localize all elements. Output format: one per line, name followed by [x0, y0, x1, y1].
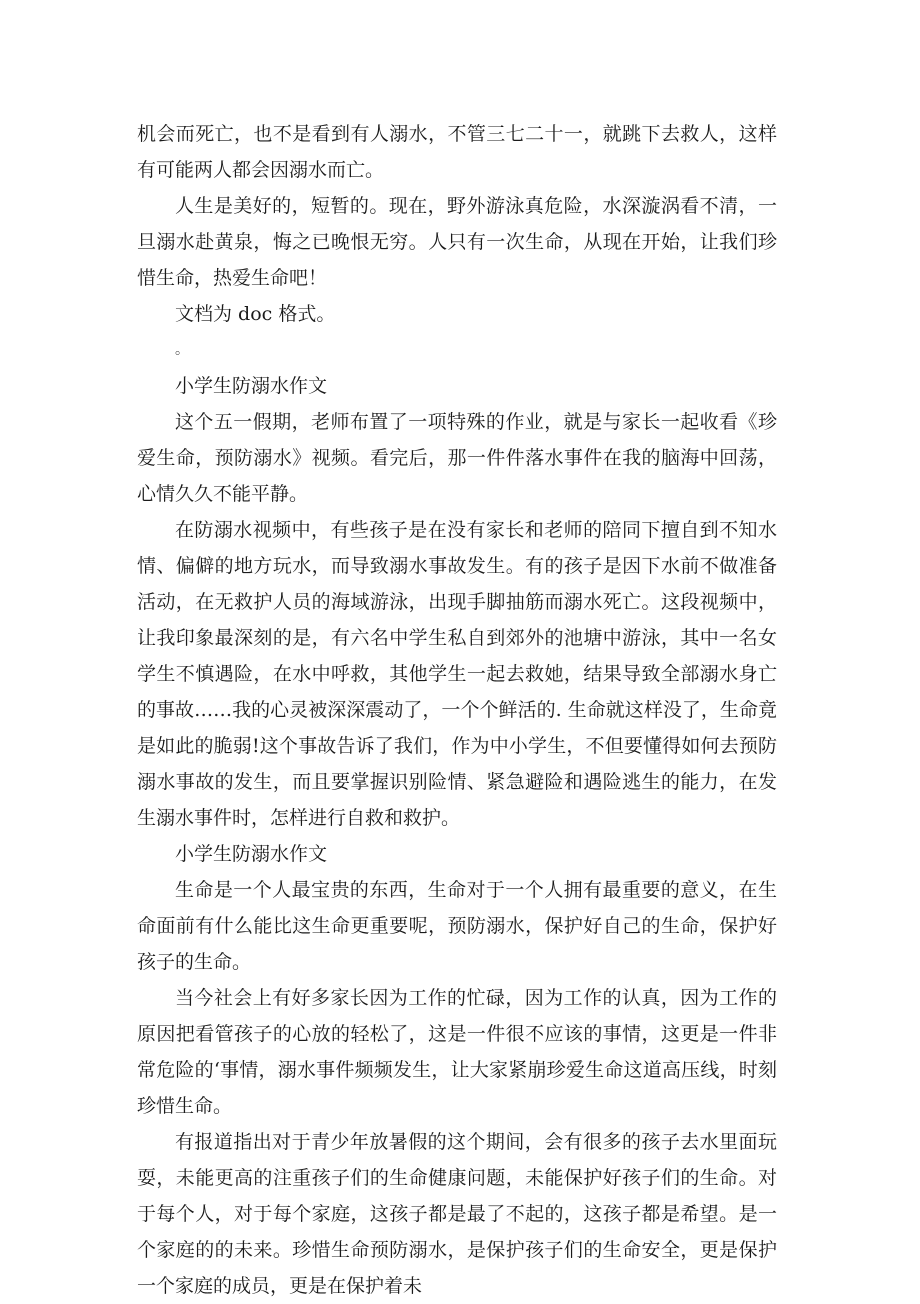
document-body	[137, 116, 777, 1304]
paragraph-doc-format-note: 文档为 doc 格式。	[175, 303, 336, 325]
paragraph-life-precious: 生命是一个人最宝贵的东西，生命对于一个人拥有最重要的意义，在生命面前有什么能比这生命更重要呢，预防溺水，保护好自己的生命，保护好孩子的生命。	[137, 879, 777, 973]
paragraph-continuation: 机会而死亡，也不是看到有人溺水，不管三七二十一，就跳下去救人，这样有可能两人都会因溺水而亡。	[137, 123, 777, 181]
paragraph-busy-parents: 当今社会上有好多家长因为工作的忙碌，因为工作的认真，因为工作的原因把看管孩子的心放的轻松了，这是一件很不应该的事情，这更是一件非常危险的‘事情，溺水事件频频发生，让大家紧崩珍爱生命这道高压线，时刻珍惜生命。	[137, 987, 777, 1117]
paragraph-video-content: 在防溺水视频中，有些孩子是在没有家长和老师的陪同下擅自到不知水情、偏僻的地方玩水，而导致溺水事故发生。有的孩子是因下水前不做准备活动，在无救护人员的海域游泳，出现手脚抽筋而溺水死亡。这段视频中，让我印象最深刻的是，有六名中学生私自到郊外的池塘中游泳，其中一名女学生不慎遇险，在水中呼救，其他学生一起去救她，结果导致全部溺水身亡的事故……我的心灵被深深震动了，一个个鲜活的. 生命就这样没了，生命竟是如此的脆弱!这个事故告诉了我们，作为中小学生，不但要懂得如何去预防溺水事故的发生，而且要掌握识别险情、紧急避险和遇险逃生的能力，在发生溺水事件时，怎样进行自救和救护。	[137, 519, 777, 829]
paragraph-may-day-homework: 这个五一假期，老师布置了一项特殊的作业，就是与家长一起收看《珍爱生命，预防溺水》视频。看完后，那一件件落水事件在我的脑海中回荡，心情久久不能平静。	[137, 411, 777, 505]
stray-mark: 。	[175, 342, 189, 358]
paragraph-life-is-beautiful: 人生是美好的，短暂的。现在，野外游泳真危险，水深漩涡看不清，一旦溺水赴黄泉，悔之已晚恨无穷。人只有一次生命，从现在开始，让我们珍惜生命，热爱生命吧！	[137, 195, 777, 289]
paragraph-summer-vacation: 有报道指出对于青少年放暑假的这个期间，会有很多的孩子去水里面玩耍，未能更高的注重孩子们的生命健康问题，未能保护好孩子们的生命。对于每个人，对于每个家庭，这孩子都是最了不起的，这孩子都是希望。是一个家庭的的未来。珍惜生命预防溺水，是保护孩子们的生命安全，更是保护一个家庭的成员，更是在保护着未	[137, 1131, 777, 1297]
essay-title-2: 小学生防溺水作文	[175, 843, 328, 865]
essay-title-1: 小学生防溺水作文	[175, 375, 328, 397]
